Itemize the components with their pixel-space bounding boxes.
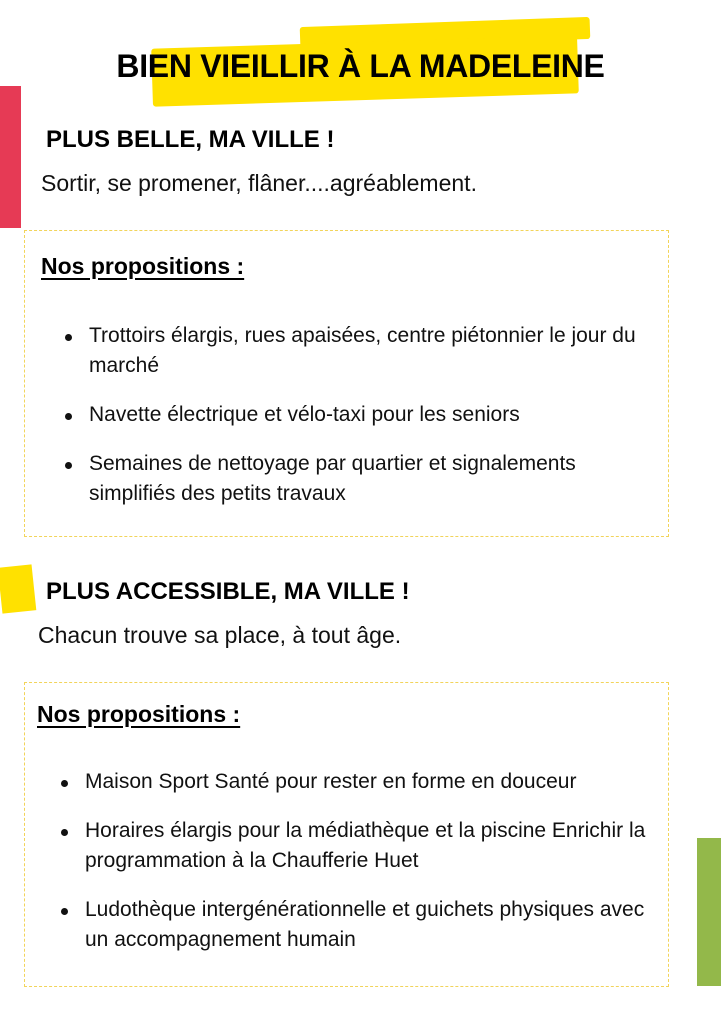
propositions-box-accessible <box>24 682 669 987</box>
section-heading-accessible: PLUS ACCESSIBLE, MA VILLE ! <box>46 578 410 605</box>
list-item: Maison Sport Santé pour rester en forme en douceur <box>61 767 661 797</box>
propositions-box-belle <box>24 230 669 537</box>
propositions-list <box>65 321 655 528</box>
propositions-title: Nos propositions : <box>41 253 245 279</box>
list-item: Semaines de nettoyage par quartier et signalements simplifiés des petits travaux <box>65 449 655 509</box>
section-subtitle-accessible: Chacun trouve sa place, à tout âge. <box>38 622 402 648</box>
section-heading-belle: PLUS BELLE, MA VILLE ! <box>46 126 335 153</box>
page-title: BIEN VIEILLIR À LA MADELEINE <box>116 48 605 84</box>
list-item: Horaires élargis pour la médiathèque et la piscine Enrichir la programmation à la Chaufferie Huet <box>61 816 661 876</box>
green-accent-bar <box>697 838 721 986</box>
section-subtitle-belle: Sortir, se promener, flâner....agréablement. <box>41 170 477 196</box>
yellow-brush-mark <box>0 564 36 613</box>
propositions-title: Nos propositions : <box>37 701 241 727</box>
list-item: Navette électrique et vélo-taxi pour les seniors <box>65 400 655 430</box>
propositions-list <box>61 767 661 974</box>
list-item: Ludothèque intergénérationnelle et guichets physiques avec un accompagnement humain <box>61 895 661 955</box>
list-item: Trottoirs élargis, rues apaisées, centre piétonnier le jour du marché <box>65 321 655 381</box>
title-banner <box>0 38 721 108</box>
